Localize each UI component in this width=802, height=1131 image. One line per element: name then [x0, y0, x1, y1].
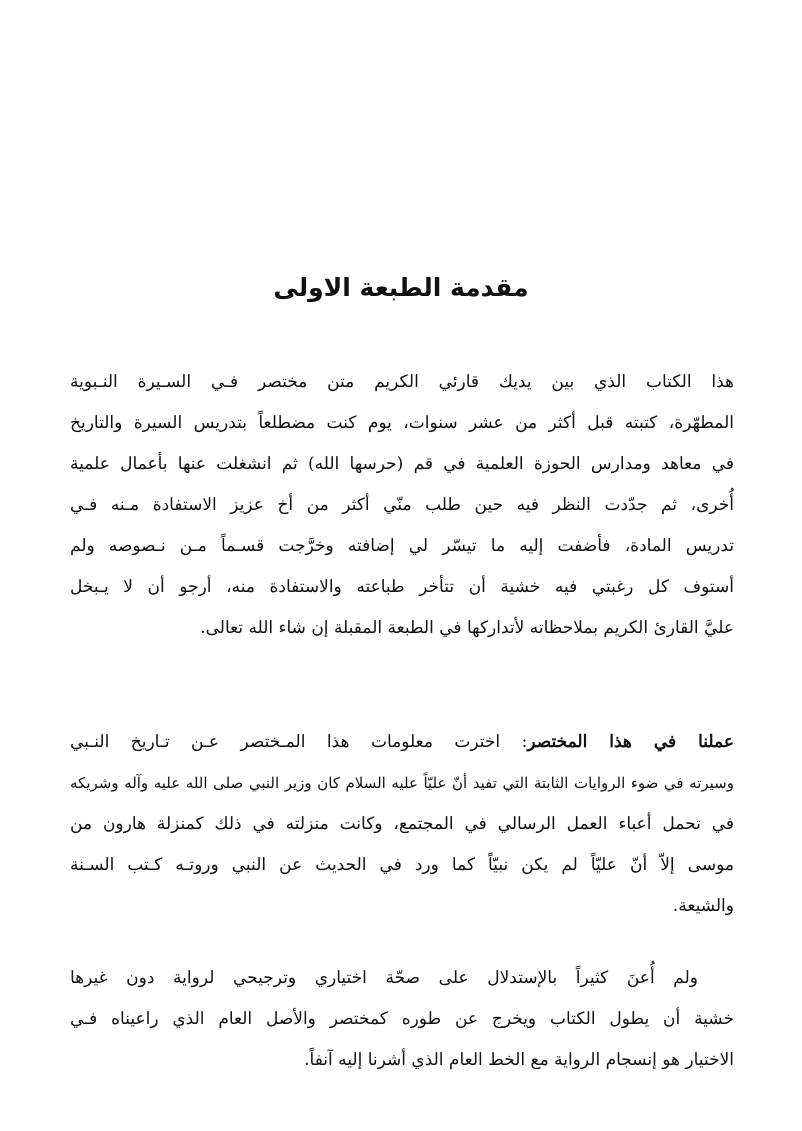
text-line: ولم أُعنَ كثيراً بالإستدلال على صحّة اختياري وترجيحي لرواية دون غيرها — [70, 968, 698, 988]
section-lead: عملنا في هذا المختصر — [527, 732, 734, 752]
text-line: عليَّ القارئ الكريم بملاحظاته لأتداركها في الطبعة المقبلة إن شاء الله تعالى. — [200, 618, 734, 638]
paragraph-intro — [70, 362, 734, 649]
page-title: مقدمة الطبعة الاولى — [273, 273, 529, 302]
text-line — [70, 722, 734, 763]
text-line: موسى إلاّ أنّ عليّاً لم يكن نبيّاً كما ورد في الحديث عن النبي وروتـه كـتب السـنة — [70, 855, 734, 875]
text-line: وسيرته في ضوء الروايات الثابتة التي تفيد أنّ عليّاً عليه السلام كان وزير النبي صلى الله عليه وآله وشريكه — [70, 774, 734, 792]
text-line: والشيعة. — [672, 896, 734, 916]
text-line: هذا الكتاب الذي بين يديك قارئي الكريم متن مختصر فـي السـيرة النـبوية — [70, 372, 734, 392]
text-line: خشية أن يطول الكتاب ويخرج عن طوره كمختصر والأصل العام الذي راعيناه فـي — [70, 1009, 734, 1029]
text-line: في تحمل أعباء العمل الرسالي في المجتمع، وكانت منزلته في ذلك كمنزلة هارون من — [70, 814, 734, 834]
text-line: تدريس المادة، فأضفت إليه ما تيسّر لي إضافته وخرَّجت قسـماً مـن نـصوصه ولم — [70, 536, 734, 556]
text-line: المطهّرة، كتبته قبل أكثر من عشر سنوات، يوم كنت مضطلعاً بتدريس السيرة والتاريخ — [70, 413, 734, 433]
text-line: في معاهد ومدارس الحوزة العلمية في قم (حرسها الله) ثم انشغلت عنها بأعمال علمية — [70, 454, 734, 474]
text-line: أستوف كل رغبتي فيه خشية أن تتأخر طباعته والاستفادة منه، أرجو أن لا يـبخل — [70, 577, 734, 597]
text-line: الاختيار هو إنسجام الرواية مع الخط العام الذي أشرنا إليه آنفاً. — [304, 1050, 734, 1070]
text-line: أُخرى، ثم جدّدت النظر فيه حين طلب منّي أكثر من أخ عزيز الاستفادة مـنه فـي — [70, 495, 734, 515]
paragraph-method — [70, 958, 734, 1081]
paragraph-our-work — [70, 722, 734, 927]
text-fragment: : اخترت معلومات هذا المـختصر عـن تـاريخ النـبي — [70, 732, 528, 752]
